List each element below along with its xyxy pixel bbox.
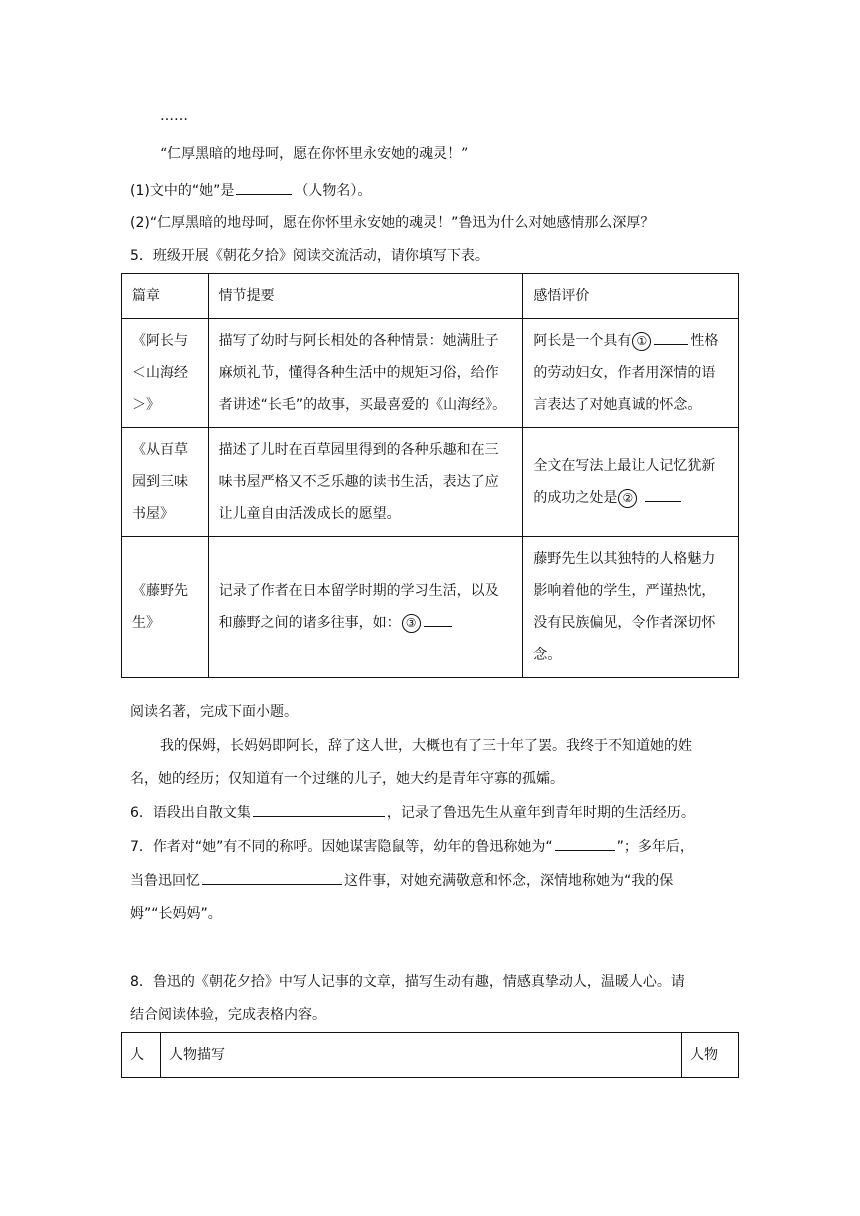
circled-marker: ②	[618, 489, 637, 508]
answer-blank[interactable]	[202, 870, 342, 885]
reading-instruction: 阅读名著，完成下面小题。	[130, 704, 298, 720]
question-6: 6．语段出自散文集 ，记录了鲁迅先生从童年到青年时期的生活经历。	[130, 802, 695, 823]
circled-marker: ①	[632, 332, 651, 351]
answer-blank[interactable]	[253, 802, 385, 817]
chapter-cell: 《从百草园到三味书屋》	[122, 428, 209, 537]
table-header-cell: 情节提要	[208, 274, 523, 319]
table-row	[122, 428, 739, 537]
table-header-cell: 感悟评价	[523, 274, 739, 319]
table-row	[122, 319, 739, 428]
answer-blank[interactable]	[555, 836, 615, 851]
answer-blank[interactable]	[645, 487, 681, 502]
answer-blank[interactable]	[424, 612, 452, 627]
circled-marker: ③	[402, 614, 421, 633]
question-text: （人物名）。	[294, 183, 372, 199]
plot-cell: 描述了儿时在百草园里得到的各种乐趣和在三味书屋严格又不乏乐趣的读书生活，表达了应让儿童自由活泼成长的愿望。	[208, 428, 523, 537]
plot-cell: 记录了作者在日本留学时期的学习生活，以及和藤野之间的诸多往事，如： ③	[208, 537, 523, 678]
table-header-cell: 篇章	[122, 274, 209, 319]
table-header-cell: 人物描写	[161, 1033, 682, 1078]
question-7-line3: 姆”“长妈妈”。	[130, 906, 222, 922]
table-row	[122, 537, 739, 678]
table-header-row	[122, 274, 739, 319]
table-header-cell: 人物	[682, 1033, 739, 1078]
character-table	[121, 1032, 739, 1078]
evaluation-cell: 藤野先生以其独特的人格魅力影响着他的学生，严谨热忱，没有民族偏见，令作者深切怀念。	[523, 537, 739, 678]
chapter-cell: 《藤野先生》	[122, 537, 209, 678]
question-7-line2: 当鲁迅回忆 这件事，对她充满敬意和怀念，深情地称她为“我的保	[130, 870, 673, 891]
evaluation-cell: 全文在写法上最让人记忆犹新的成功之处是 ②	[523, 428, 739, 537]
quote-line: “仁厚黑暗的地母呵，愿在你怀里永安她的魂灵！”	[160, 146, 469, 162]
reading-table	[121, 273, 739, 678]
question-8: 8．鲁迅的《朝花夕拾》中写人记事的文章，描写生动有趣，情感真挚动人，温暖人心。请	[130, 974, 685, 990]
ellipsis: ……	[160, 108, 188, 124]
evaluation-cell: 阿长是一个具有 ① 性格的劳动妇女，作者用深情的语言表达了对她真诚的怀念。	[523, 319, 739, 428]
passage-line: 名，她的经历；仅知道有一个过继的儿子，她大约是青年守寡的孤孀。	[130, 771, 564, 787]
question-4-2: (2)“仁厚黑暗的地母呵，愿在你怀里永安她的魂灵！”鲁迅为什么对她感情那么深厚？	[130, 215, 655, 231]
table-header-row	[122, 1033, 739, 1078]
question-8-line2: 结合阅读体验，完成表格内容。	[130, 1007, 326, 1023]
answer-blank[interactable]	[654, 330, 688, 345]
question-5: 5．班级开展《朝花夕拾》阅读交流活动，请你填写下表。	[130, 248, 489, 264]
passage-line: 我的保姆，长妈妈即阿长，辞了这人世，大概也有了三十年了罢。我终于不知道她的姓	[160, 738, 692, 754]
table-header-cell: 人	[122, 1033, 161, 1078]
plot-cell: 描写了幼时与阿长相处的各种情景：她满肚子麻烦礼节，懂得各种生活中的规矩习俗，给作者讲述“长毛”的故事，买最喜爱的《山海经》。	[208, 319, 523, 428]
chapter-cell: 《阿长与＜山海经＞》	[122, 319, 209, 428]
question-text: (1)文中的“她”是	[130, 183, 235, 199]
question-7: 7．作者对“她”有不同的称呼。因她谋害隐鼠等，幼年的鲁迅称她为“ ”；多年后，	[130, 836, 694, 857]
answer-blank[interactable]	[236, 180, 292, 195]
question-4-1	[130, 180, 371, 201]
